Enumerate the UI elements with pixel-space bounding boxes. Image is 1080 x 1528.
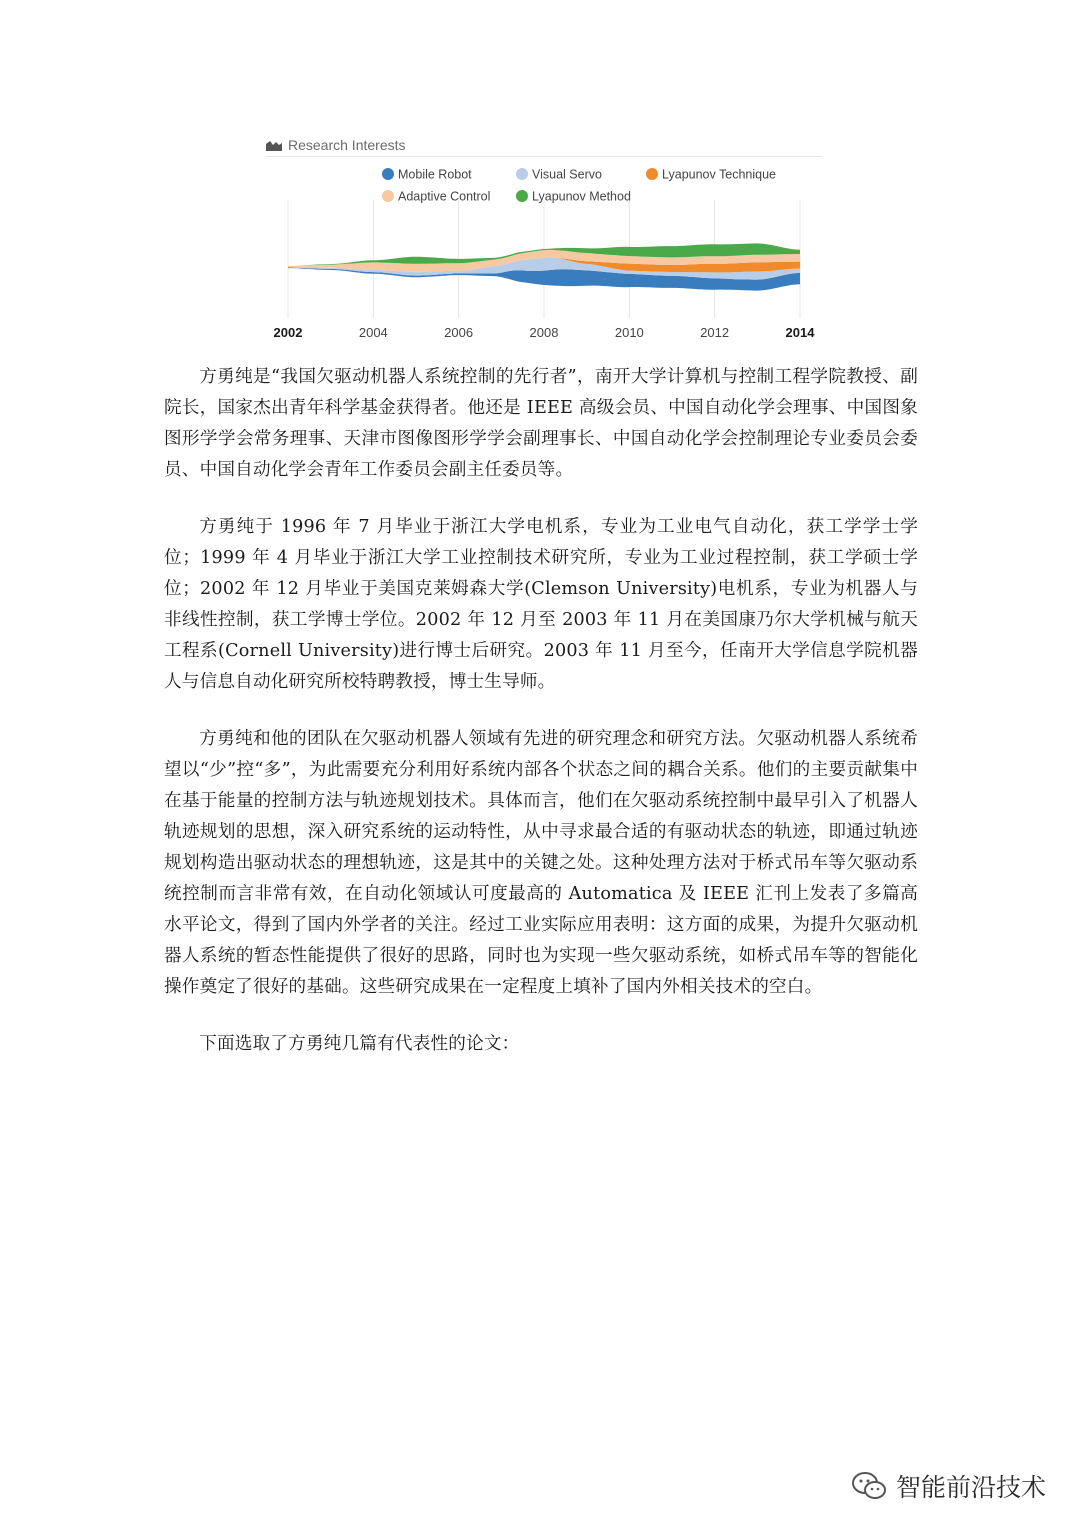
legend-label: Lyapunov Technique — [662, 167, 776, 182]
legend-item-lyapunov-technique[interactable] — [646, 168, 776, 182]
x-tick-label: 2014 — [785, 325, 815, 340]
x-tick-label: 2008 — [529, 325, 559, 340]
x-tick-label: 2010 — [614, 325, 644, 340]
paragraph: 方勇纯于 1996 年 7 月毕业于浙江大学电机系，专业为工业电气自动化，获工学学士学位；1999 年 4 月毕业于浙江大学工业控制技术研究所，专业为工业过程控制，获工学硕士学位；2002 年 12 月毕业于美国克莱姆森大学(Clemson University)电机系，专业为机器人与非线性控制，获工学博士学位。2002 年 12 月至 2003 年 11 月在美国康乃尔大学机械与航天工程系(Cornell University)进行博士后研究。2003 年 11 月至今，任南开大学信息学院机器人与信息自动化研究所校特聘教授，博士生导师。 — [164, 517, 918, 692]
legend-swatch — [382, 168, 394, 180]
legend-swatch — [516, 168, 528, 180]
legend-item-mobile-robot[interactable] — [382, 168, 472, 182]
x-tick-label: 2012 — [700, 325, 730, 340]
article-body — [164, 362, 918, 1086]
legend-item-visual-servo[interactable] — [516, 168, 602, 182]
area-chart-icon — [266, 139, 282, 151]
watermark-text: 智能前沿技术 — [895, 1473, 1046, 1502]
chart-header — [266, 134, 822, 157]
wechat-icon — [850, 1471, 888, 1501]
x-tick-label: 2004 — [358, 325, 388, 340]
legend-label: Mobile Robot — [398, 167, 472, 182]
legend-swatch — [516, 190, 528, 202]
legend-label: Visual Servo — [532, 167, 602, 182]
legend-item-lyapunov-method[interactable] — [516, 190, 631, 204]
legend-label: Adaptive Control — [398, 189, 491, 204]
legend-label: Lyapunov Method — [532, 189, 631, 204]
streamgraph-chart — [260, 160, 820, 350]
paragraph: 下面选取了方勇纯几篇有代表性的论文： — [199, 1034, 520, 1054]
paragraph: 方勇纯和他的团队在欠驱动机器人领域有先进的研究理念和研究方法。欠驱动机器人系统希望以“少”控“多”，为此需要充分利用好系统内部各个状态之间的耦合关系。他们的主要贡献集中在基于能量的控制方法与轨迹规划技术。具体而言，他们在欠驱动系统控制中最早引入了机器人轨迹规划的思想，深入研究系统的运动特性，从中寻求最合适的有驱动状态的轨迹，即通过轨迹规划构造出驱动状态的理想轨迹，这是其中的关键之处。这种处理方法对于桥式吊车等欠驱动系统控制而言非常有效，在自动化领域认可度最高的 Automatica 及 IEEE 汇刊上发表了多篇高水平论文，得到了国内外学者的关注。经过工业实际应用表明：这方面的成果，为提升欠驱动机器人系统的暂态性能提供了很好的思路，同时也为实现一些欠驱动系统，如桥式吊车等的智能化操作奠定了很好的基础。这些研究成果在一定程度上填补了国内外相关技术的空白。 — [164, 729, 918, 997]
chart-title: Research Interests — [288, 137, 406, 153]
legend-item-adaptive-control[interactable] — [382, 190, 490, 204]
x-tick-label: 2002 — [273, 325, 303, 340]
legend-swatch — [382, 190, 394, 202]
paragraph: 方勇纯是“我国欠驱动机器人系统控制的先行者”，南开大学计算机与控制工程学院教授、副院长，国家杰出青年科学基金获得者。他还是 IEEE 高级会员、中国自动化学会理事、中国图象图形学学会常务理事、天津市图像图形学学会副理事长、中国自动化学会控制理论专业委员会委员、中国自动化学会青年工作委员会副主任委员等。 — [164, 367, 918, 480]
watermark — [850, 1468, 1046, 1504]
legend-swatch — [646, 168, 658, 180]
x-tick-label: 2006 — [444, 325, 474, 340]
